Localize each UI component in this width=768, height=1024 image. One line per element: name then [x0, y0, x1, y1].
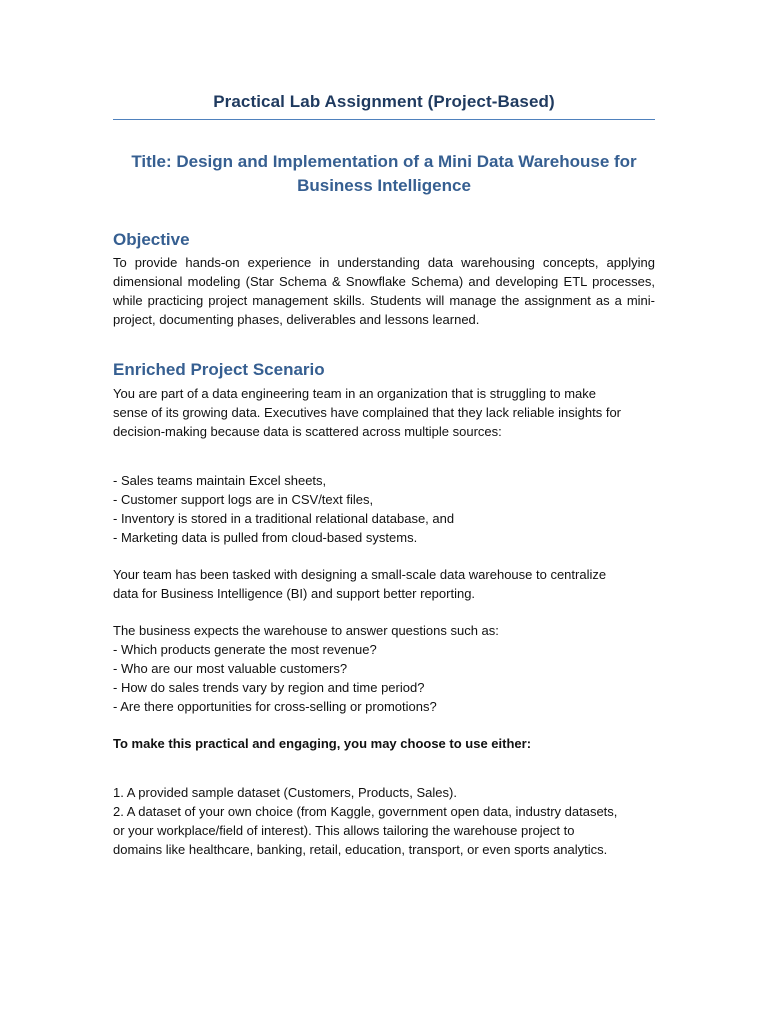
document-title — [113, 150, 655, 198]
document-title-line-1: Title: Design and Implementation of a Mini Data Warehouse for — [131, 152, 637, 171]
list-item: - Inventory is stored in a traditional relational database, and — [113, 511, 455, 526]
task-line: Your team has been tasked with designing a small-scale data warehouse to centralize — [113, 567, 607, 582]
dataset-choice-emphasis: To make this practical and engaging, you may choose to use either: — [113, 736, 532, 751]
header-divider — [113, 119, 655, 120]
list-item: domains like healthcare, banking, retail, education, transport, or even sports analytics. — [113, 842, 608, 857]
document-title-line-2: Business Intelligence — [297, 176, 471, 195]
list-item: - Sales teams maintain Excel sheets, — [113, 473, 327, 488]
document-header-title: Practical Lab Assignment (Project-Based) — [213, 92, 555, 111]
list-item: - Which products generate the most revenue? — [113, 642, 377, 657]
scenario-intro-line: decision-making because data is scattered across multiple sources: — [113, 424, 502, 439]
scenario-intro-paragraph — [113, 384, 655, 441]
list-item: 1. A provided sample dataset (Customers, Products, Sales). — [113, 785, 457, 800]
list-item: - Are there opportunities for cross-selling or promotions? — [113, 699, 437, 714]
task-line: data for Business Intelligence (BI) and support better reporting. — [113, 586, 476, 601]
task-paragraph — [113, 565, 655, 603]
list-item: - Customer support logs are in CSV/text files, — [113, 492, 374, 507]
objective-heading: Objective — [113, 230, 190, 249]
list-item: 2. A dataset of your own choice (from Kaggle, government open data, industry datasets, — [113, 804, 618, 819]
scenario-heading: Enriched Project Scenario — [113, 360, 325, 379]
list-item: - Who are our most valuable customers? — [113, 661, 348, 676]
scenario-intro-line: You are part of a data engineering team in an organization that is struggling to make — [113, 386, 596, 401]
dataset-options-list — [113, 783, 655, 859]
list-item: - Marketing data is pulled from cloud-based systems. — [113, 530, 418, 545]
list-item: or your workplace/field of interest). This allows tailoring the warehouse project to — [113, 823, 575, 838]
list-item: - How do sales trends vary by region and time period? — [113, 680, 425, 695]
questions-intro: The business expects the warehouse to answer questions such as: — [113, 623, 499, 638]
data-sources-list — [113, 471, 655, 547]
objective-paragraph: To provide hands-on experience in understanding data warehousing concepts, applying dimensional modeling (Star Schema & Snowflake Schema) and developing ETL processes, while practicing project management skills. Students will manage the assignment as a mini-project, documenting phases, deliverables and lessons learned. — [113, 255, 655, 327]
scenario-intro-line: sense of its growing data. Executives have complained that they lack reliable insights for — [113, 405, 621, 420]
business-questions — [113, 621, 655, 716]
